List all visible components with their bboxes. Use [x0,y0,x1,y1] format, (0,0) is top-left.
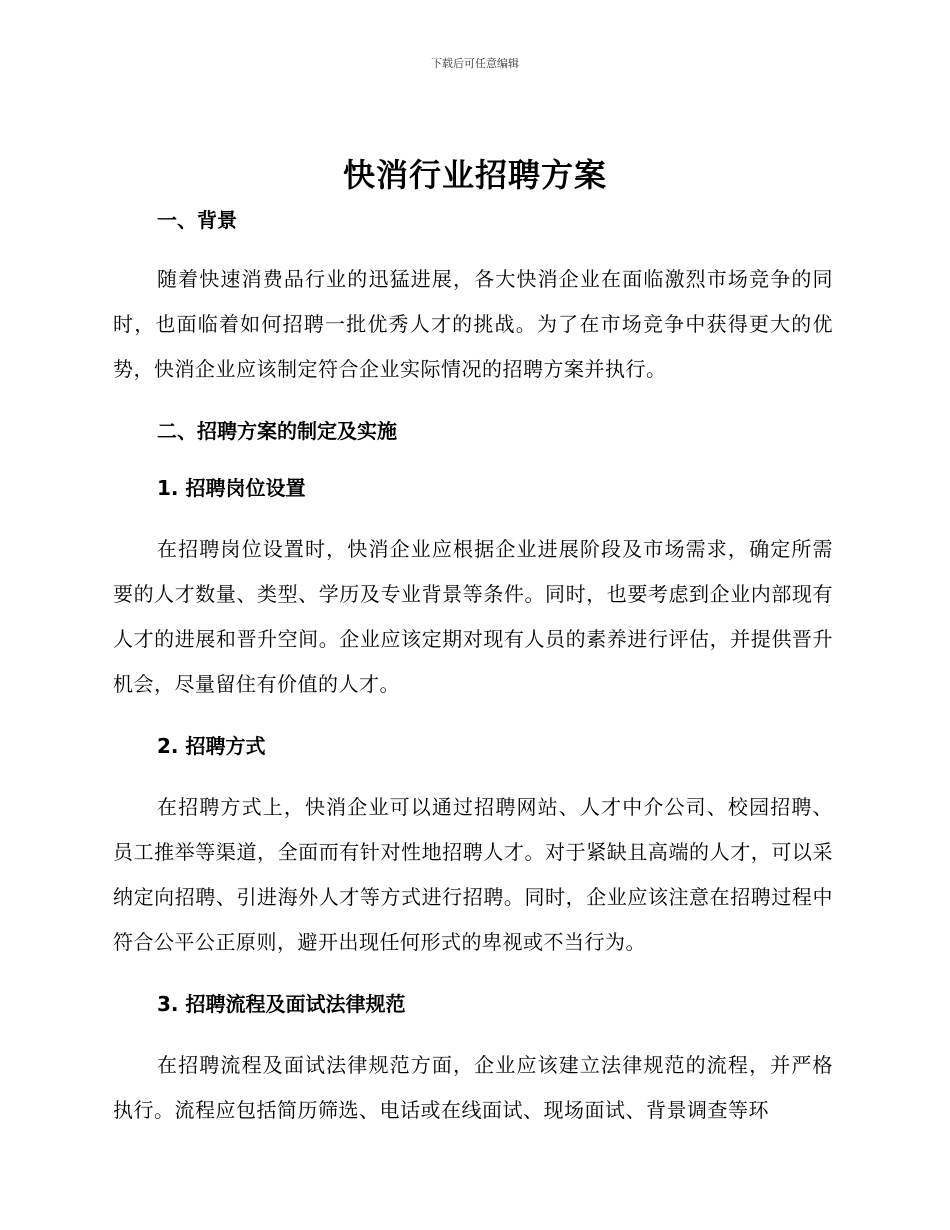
paragraph-process: 在招聘流程及面试法律规范方面，企业应该建立法律规范的流程，并严格执行。流程应包括简历筛选、电话或在线面试、现场面试、背景调查等环 [113,1053,833,1122]
paragraph-methods: 在招聘方式上，快消企业可以通过招聘网站、人才中介公司、校园招聘、员工推举等渠道，全面而有针对性地招聘人才。对于紧缺且高端的人才，可以采纳定向招聘、引进海外人才等方式进行招聘。同时，企业应该注意在招聘过程中符合公平公正原则，避开出现任何形式的卑视或不当行为。 [113,795,833,954]
header-note: 下载后可任意编辑 [431,57,519,70]
paragraph-positions: 在招聘岗位设置时，快消企业应根据企业进展阶段及市场需求，确定所需要的人才数量、类型、学历及专业背景等条件。同时，也要考虑到企业内部现有人才的进展和晋升空间。企业应该定期对现有人员的素养进行评估，并提供晋升机会，尽量留住有价值的人才。 [113,537,833,696]
document-title: 快消行业招聘方案 [342,156,607,194]
subsection-heading-methods: 2. 招聘方式 [157,734,266,758]
paragraph-background: 随着快速消费品行业的迅猛进展，各大快消企业在面临激烈市场竞争的同时，也面临着如何招聘一批优秀人才的挑战。为了在市场竞争中获得更大的优势，快消企业应该制定符合企业实际情况的招聘方案并执行。 [113,267,833,381]
subsection-heading-process: 3. 招聘流程及面试法律规范 [157,992,406,1016]
document-body [113,203,833,1133]
section-heading-background: 一、背景 [157,208,237,232]
section-heading-plan: 二、招聘方案的制定及实施 [157,419,397,443]
subsection-heading-positions: 1. 招聘岗位设置 [157,476,306,500]
